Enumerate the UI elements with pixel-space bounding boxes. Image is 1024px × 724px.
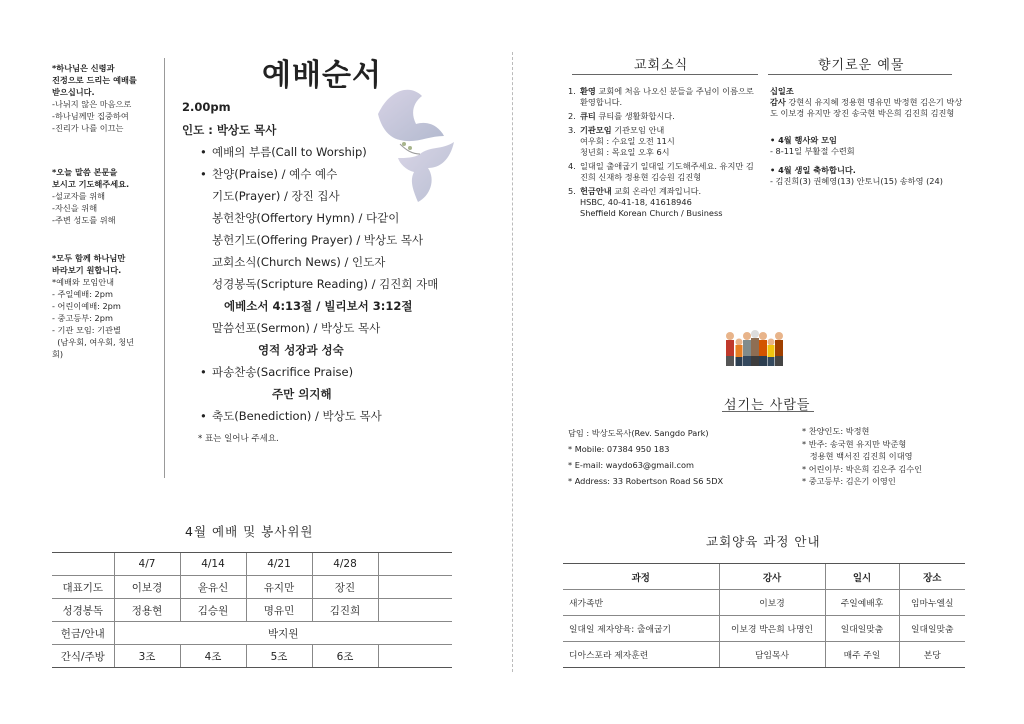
table-cell: 일대일맞춤: [825, 616, 899, 642]
table-cell: 4조: [180, 645, 246, 668]
offering-underline: [768, 74, 952, 75]
table-cell: 임마누엘실: [899, 590, 965, 616]
table-cell: 일대일 제자양육: 출애굽기: [563, 616, 719, 642]
tithe-label: 십일조: [770, 86, 794, 96]
worship-item: 교회소식(Church News) / 인도자: [212, 255, 386, 269]
table-cell: 정용현: [114, 599, 180, 622]
list-item: 정용현 백서진 김진희 이대영: [802, 451, 913, 461]
column-header: 일시: [825, 564, 899, 590]
sidebar-line: (남우회, 여우회, 청년: [52, 337, 135, 347]
sidebar-line: -진리가 나를 이끄는: [52, 123, 124, 133]
pastor-email: * E-mail: waydo63@gmail.com: [568, 460, 694, 470]
table-cell: 간식/주방: [52, 645, 114, 668]
sidebar-line: *오늘 말씀 본문을: [52, 167, 118, 177]
sidebar-line: - 기관 모임: 기관별: [52, 325, 121, 335]
column-header: 강사: [719, 564, 825, 590]
sidebar-line: 받으십니다.: [52, 87, 95, 97]
news-list: [568, 86, 758, 222]
doves-icon: [370, 84, 460, 214]
sidebar-line: - 중고등부: 2pm: [52, 313, 113, 323]
table-cell: 이보경 박은희 나명인: [719, 616, 825, 642]
page-title: 예배순서: [262, 58, 382, 93]
table-cell: 김진희: [312, 599, 378, 622]
hymn-title: 주만 의지해: [272, 387, 332, 401]
table-row: [563, 616, 965, 642]
servers-title: 섬기는 사람들: [724, 398, 811, 413]
table-cell: 6조: [312, 645, 378, 668]
table-cell: 4/14: [180, 553, 246, 576]
table-cell: 4/7: [114, 553, 180, 576]
table-cell: 명유민: [246, 599, 312, 622]
list-item: * 반주: 송국현 유지만 박준형: [802, 438, 907, 449]
sidebar-line: 바라보기 원합니다.: [52, 265, 122, 275]
offering-title: 향기로운 예물: [818, 58, 905, 73]
birthday-text: - 김진희(3) 권혜영(13) 안토니(15) 송하영 (24): [770, 176, 943, 186]
table-cell: 성경봉독: [52, 599, 114, 622]
worship-item: 성경봉독(Scripture Reading) / 김진희 자매: [212, 277, 439, 291]
pastor-contact: [568, 425, 798, 489]
sidebar-line: -나뉘지 않은 마음으로: [52, 99, 132, 109]
list-item: 1. 환영 교회에 처음 나오신 분들을 주님이 이름으로 환영합니다.: [568, 86, 754, 107]
worship-leader: 인도 : 박상도 목사: [182, 123, 277, 137]
thanks-list: 감사 강현식 유지혜 정용현 명유민 박정현 김은기 박상도 이보경 유지만 장진 송국현 박은희 김진희 김진형: [770, 97, 963, 118]
news-underline: [572, 74, 758, 75]
list-item: * 찬양인도: 박정현: [802, 426, 870, 436]
sidebar-line: *하나님은 신령과: [52, 63, 115, 73]
table-cell: 매주 주일: [825, 642, 899, 668]
table-cell: 박지원: [114, 622, 452, 645]
list-item: 4. 일대일 출애굽기 일대일 기도해주세요. 유지만 김진희 신재하 정용현 김승원 김진형: [568, 161, 754, 182]
table-cell: [52, 553, 114, 576]
list-item: 2. 큐티 큐티를 생활화합시다.: [568, 111, 675, 121]
table-cell: 이보경: [114, 576, 180, 599]
table-cell: 4/28: [312, 553, 378, 576]
sidebar-line: 진정으로 드리는 예배를: [52, 75, 137, 85]
sidebar-line: 회): [52, 349, 64, 359]
table-row: [52, 622, 452, 645]
table-cell: 주일예배후: [825, 590, 899, 616]
sidebar-line: *모두 함께 하나님만: [52, 253, 126, 263]
family-icon: [724, 328, 786, 368]
sidebar-line: *예배와 모임안내: [52, 277, 115, 287]
events-heading: • 4월 행사와 모임: [770, 135, 837, 145]
column-header: 장소: [899, 564, 965, 590]
fold-line: [512, 52, 513, 672]
sidebar-line: -주변 성도를 위해: [52, 215, 116, 225]
table-cell: 헌금/안내: [52, 622, 114, 645]
duty-table: [52, 552, 452, 668]
worship-item: 봉헌기도(Offering Prayer) / 박상도 목사: [212, 233, 424, 247]
table-cell: [378, 599, 452, 622]
worship-item: 봉헌찬양(Offertory Hymn) / 다같이: [212, 211, 400, 225]
offering-panel: [770, 86, 970, 187]
table-row: [563, 590, 965, 616]
table-row: [52, 576, 452, 599]
sidebar-block-worship-spirit: [52, 62, 160, 134]
sidebar-line: -설교자를 위해: [52, 191, 106, 201]
table-row: [563, 642, 965, 668]
pastor-mobile: * Mobile: 07384 950 183: [568, 444, 670, 454]
table-cell: 장진: [312, 576, 378, 599]
table-cell: 3조: [114, 645, 180, 668]
list-item: 3. 기관모임 기관모임 안내 여우회 : 수요일 오전 11시 청년회 : 목요일 오후 6시: [568, 125, 675, 157]
list-item: * 어린이부: 박은희 김은주 김수인: [802, 463, 923, 474]
worship-item: 말씀선포(Sermon) / 박상도 목사: [212, 321, 381, 335]
column-header: 과정: [563, 564, 719, 590]
servers-underline: [722, 411, 814, 412]
table-cell: [378, 553, 452, 576]
table-cell: 본당: [899, 642, 965, 668]
worship-item: • 예배의 부름(Call to Worship): [200, 145, 367, 159]
sidebar-block-pray: [52, 166, 160, 226]
table-row: [52, 645, 452, 668]
sidebar-line: - 어린이예배: 2pm: [52, 301, 121, 311]
table-cell: 담임목사: [719, 642, 825, 668]
table-cell: 일대일맞춤: [899, 616, 965, 642]
table-cell: 4/21: [246, 553, 312, 576]
duty-title: 4월 예배 및 봉사위원: [185, 524, 314, 539]
sidebar-block-schedule: [52, 252, 160, 360]
table-cell: 대표기도: [52, 576, 114, 599]
sidebar-line: - 주일예배: 2pm: [52, 289, 113, 299]
table-header-row: [563, 564, 965, 590]
servers-list: [802, 425, 972, 488]
table-cell: [378, 645, 452, 668]
worship-item: • 축도(Benediction) / 박상도 목사: [200, 409, 382, 423]
worship-item: 기도(Prayer) / 장진 집사: [212, 189, 340, 203]
table-cell: 새가족반: [563, 590, 719, 616]
worship-item: • 찬양(Praise) / 예수 예수: [200, 167, 338, 181]
table-cell: [378, 576, 452, 599]
events-text: - 8-11일 부활절 수련회: [770, 146, 855, 156]
scripture-reference: 에베소서 4:13절 / 빌리보서 3:12절: [224, 299, 413, 313]
sidebar-line: -자신을 위해: [52, 203, 98, 213]
sermon-title: 영적 성장과 성숙: [258, 343, 344, 357]
table-row: [52, 553, 452, 576]
sidebar-divider: [164, 58, 165, 478]
worship-time: 2.00pm: [182, 100, 231, 114]
table-cell: 김승원: [180, 599, 246, 622]
church-address: * Address: 33 Robertson Road S6 5DX: [568, 476, 724, 486]
standing-note: * 표는 일어나 주세요.: [198, 434, 279, 444]
education-title: 교회양육 과정 안내: [706, 534, 821, 549]
table-cell: 윤유신: [180, 576, 246, 599]
list-item: 5. 헌금안내 교회 온라인 계좌입니다. HSBC, 40-41-18, 41618946 Sheffield Korean Church / Business: [568, 186, 723, 218]
worship-item: • 파송찬송(Sacrifice Praise): [200, 365, 354, 379]
table-cell: 이보경: [719, 590, 825, 616]
birthday-heading: • 4월 생일 축하합니다.: [770, 165, 856, 175]
education-table: [563, 563, 965, 668]
news-title: 교회소식: [634, 58, 689, 73]
table-cell: 5조: [246, 645, 312, 668]
pastor-name: 담임 : 박상도목사(Rev. Sangdo Park): [568, 428, 709, 438]
table-cell: 유지만: [246, 576, 312, 599]
table-row: [52, 599, 452, 622]
table-cell: 디아스포라 제자훈련: [563, 642, 719, 668]
sidebar-line: -하나님께만 집중하여: [52, 111, 129, 121]
sidebar-line: 보시고 기도해주세요.: [52, 179, 130, 189]
list-item: * 중고등부: 김은기 이영인: [802, 476, 896, 486]
